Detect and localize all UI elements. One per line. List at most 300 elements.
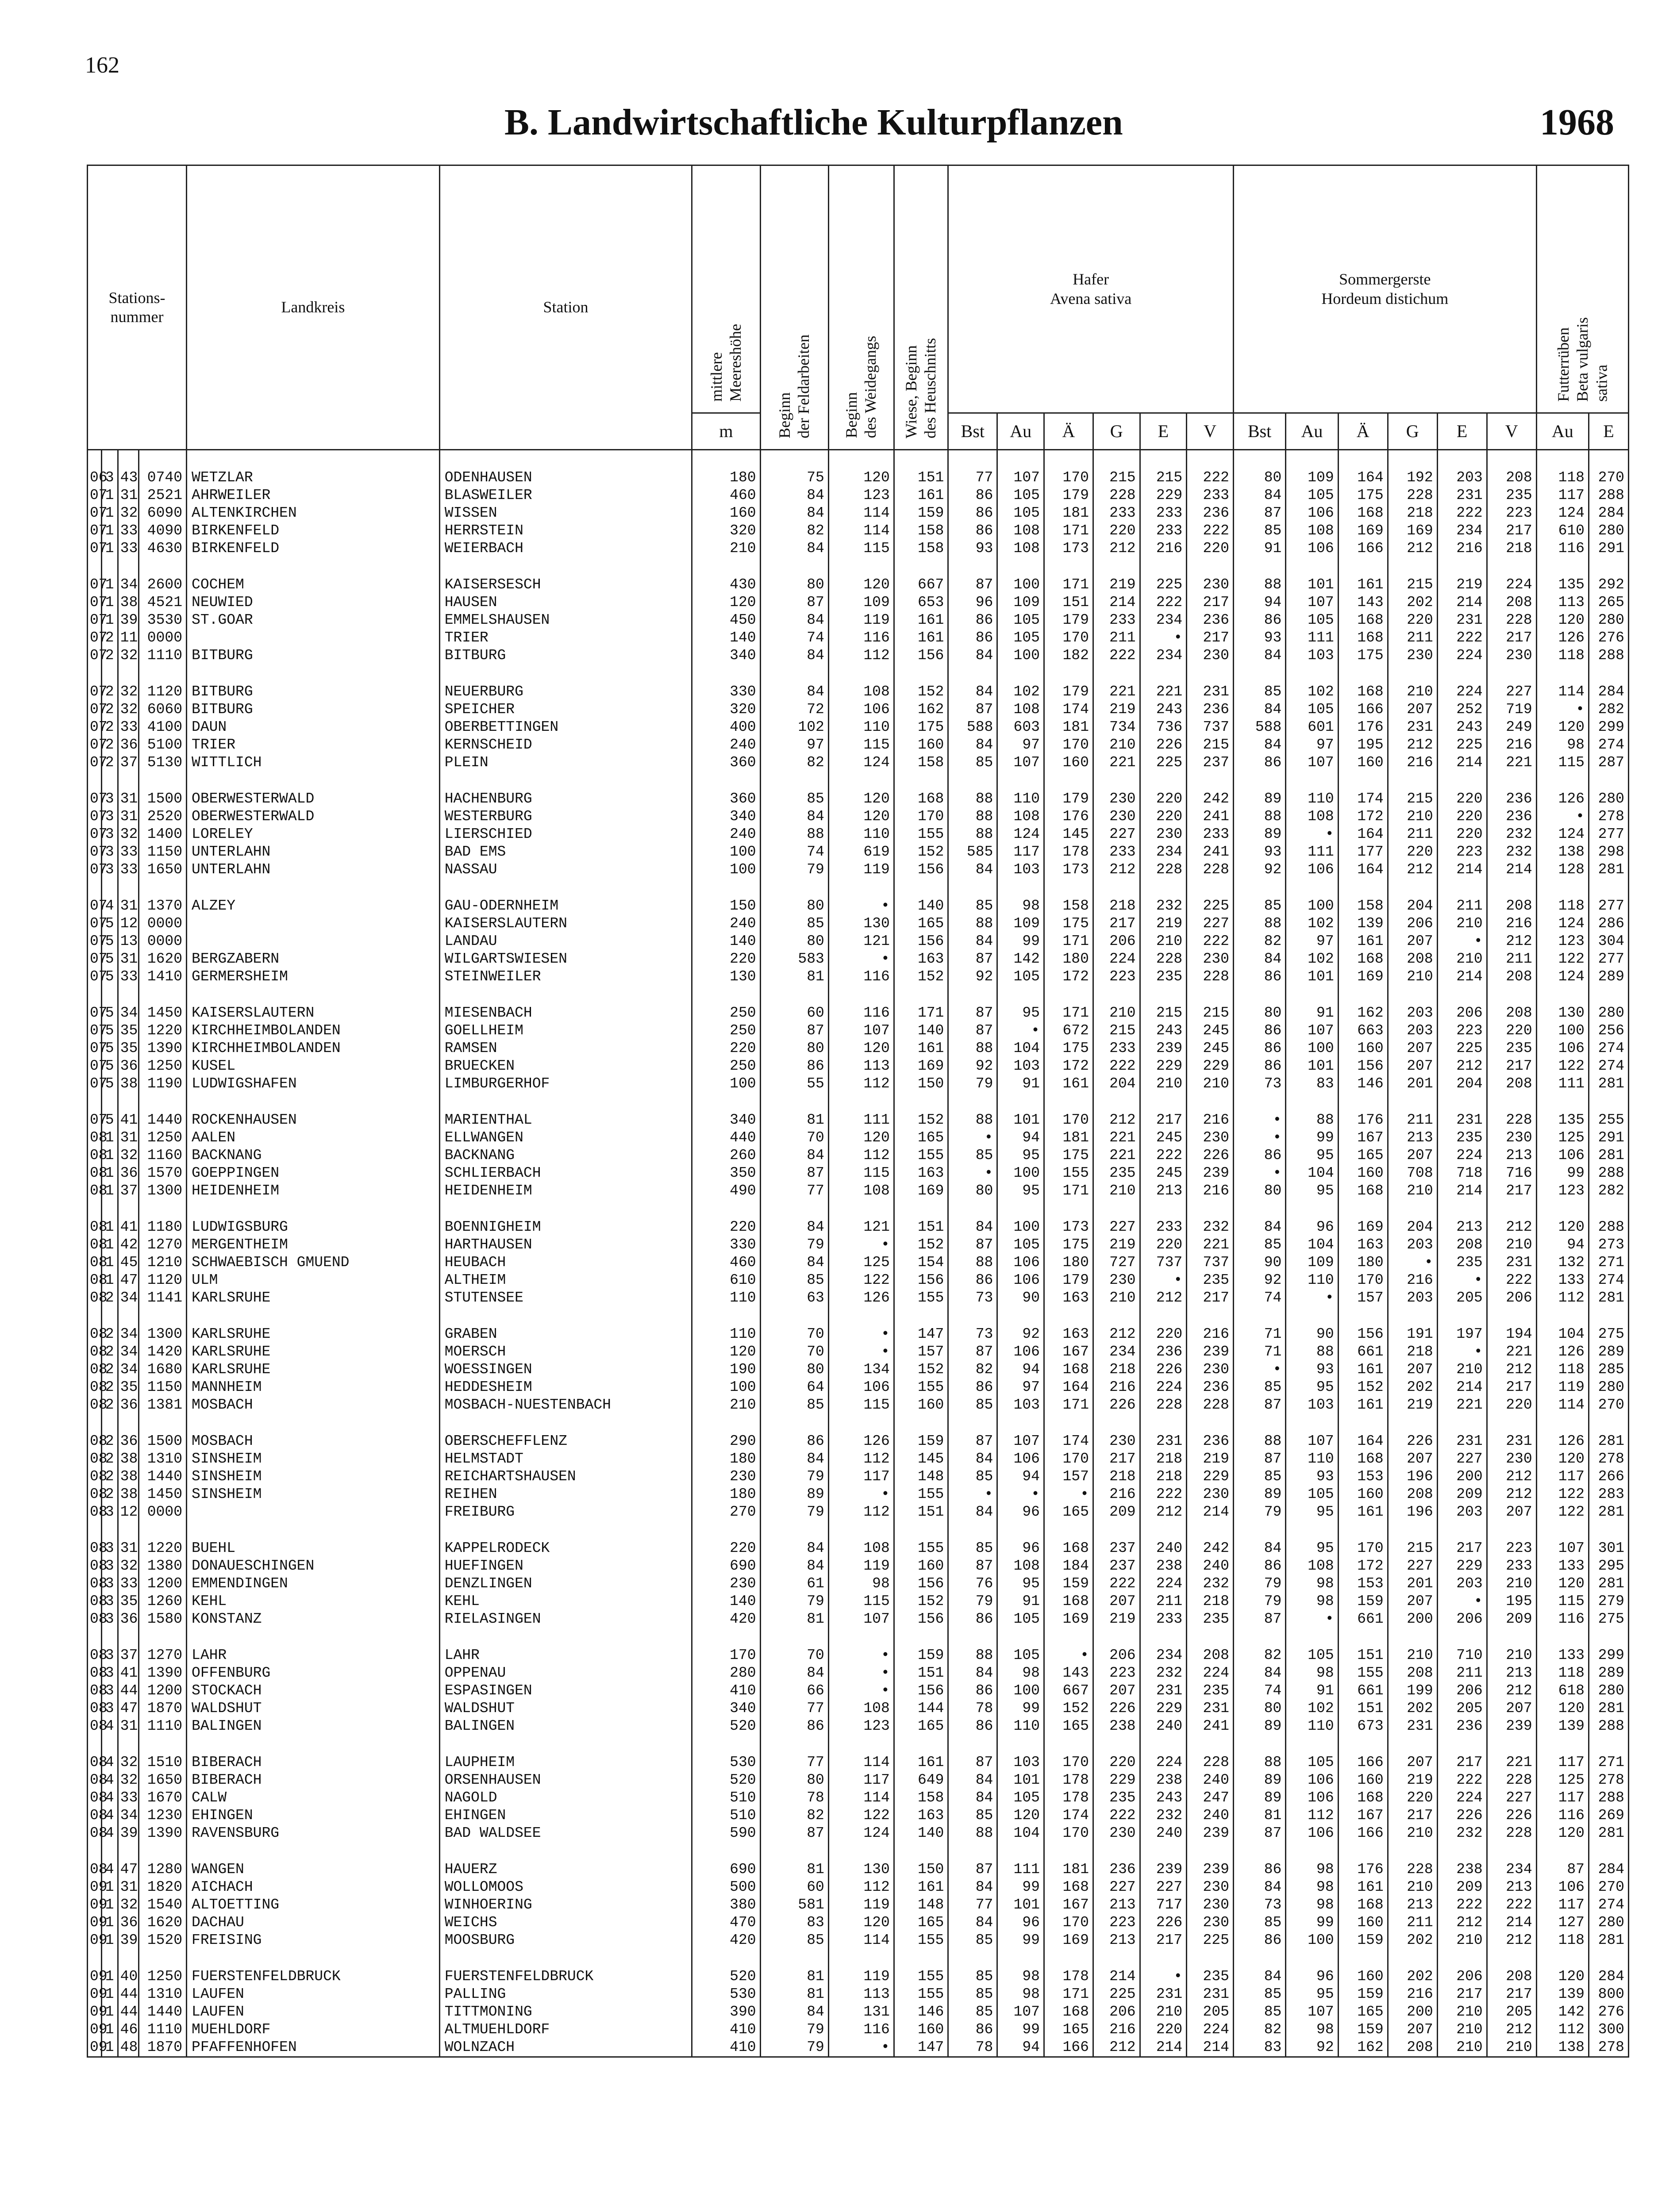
table-cell: 88 — [948, 790, 997, 808]
table-cell: 2 — [101, 754, 118, 772]
table-cell: 125 — [1536, 1129, 1589, 1147]
table-cell: 87 — [1233, 1450, 1285, 1468]
table-cell: 212 — [1140, 1503, 1187, 1521]
table-cell: 3 — [101, 1700, 118, 1717]
table-cell: 360 — [692, 790, 760, 808]
table-cell: 1620 — [139, 950, 187, 968]
header-gerste-phase: Bst — [1233, 413, 1285, 450]
table-cell: 151 — [1044, 594, 1093, 611]
table-cell: 87 — [760, 594, 828, 611]
table-cell: 235 — [1187, 1682, 1234, 1700]
table-cell: 72 — [760, 701, 828, 718]
table-cell: 245 — [1187, 1040, 1234, 1057]
table-cell: 154 — [894, 1254, 948, 1271]
table-cell: 178 — [1044, 843, 1093, 861]
table-cell: 224 — [1140, 1575, 1187, 1593]
table-cell: 146 — [894, 2003, 948, 2021]
table-cell: 87 — [948, 1236, 997, 1254]
table-cell: 166 — [1338, 701, 1388, 718]
table-cell: 5100 — [139, 736, 187, 754]
table-cell: 217 — [1487, 629, 1536, 647]
table-cell: 216 — [1140, 540, 1187, 557]
table-cell: 120 — [828, 790, 894, 808]
table-cell: 105 — [1286, 701, 1338, 718]
table-cell: 08 — [88, 1147, 102, 1164]
table-cell: 81 — [760, 1610, 828, 1628]
table-cell: 08 — [88, 1664, 102, 1682]
table-cell: 84 — [760, 611, 828, 629]
table-cell: 1160 — [139, 1147, 187, 1164]
table-body — [88, 450, 1629, 2057]
table-cell: 08 — [88, 1700, 102, 1717]
table-cell: 105 — [997, 1789, 1044, 1807]
table-cell: 290 — [692, 1432, 760, 1450]
table-cell: 168 — [1044, 1593, 1093, 1610]
table-cell: 588 — [1233, 718, 1285, 736]
table-cell: 07 — [88, 808, 102, 826]
table-cell: 280 — [1589, 522, 1628, 540]
table-cell: • — [948, 1129, 997, 1147]
table-cell: 588 — [948, 718, 997, 736]
header-rueben-phase: E — [1589, 413, 1628, 450]
table-cell: 200 — [1388, 1610, 1437, 1628]
table-cell: 124 — [828, 754, 894, 772]
table-cell: 211 — [1437, 897, 1487, 915]
table-cell: 85 — [1233, 683, 1285, 701]
table-cell — [187, 1503, 440, 1521]
table-cell: 101 — [997, 1896, 1044, 1914]
table-cell: 1440 — [139, 1111, 187, 1129]
table-cell: 360 — [692, 754, 760, 772]
table-cell: 235 — [1187, 1968, 1234, 1985]
table-cell: 177 — [1338, 843, 1388, 861]
table-row — [88, 1468, 1629, 1486]
table-cell: 4 — [101, 1807, 118, 1824]
table-cell: 107 — [1286, 594, 1338, 611]
table-cell: 180 — [692, 469, 760, 487]
table-cell: 103 — [1286, 1396, 1338, 1414]
table-cell: • — [1233, 1129, 1285, 1147]
table-cell: 221 — [1187, 1236, 1234, 1254]
table-cell: 156 — [894, 861, 948, 879]
table-cell: 86 — [1233, 1861, 1285, 1878]
header-gerste-phase: Ä — [1338, 413, 1388, 450]
table-cell: 151 — [894, 1503, 948, 1521]
table-cell: 105 — [997, 487, 1044, 504]
table-cell: 87 — [1536, 1861, 1589, 1878]
table-cell: 717 — [1140, 1896, 1187, 1914]
table-cell: 180 — [1044, 950, 1093, 968]
table-cell: 157 — [894, 1343, 948, 1361]
table-cell: 79 — [760, 861, 828, 879]
table-cell: WEIERBACH — [439, 540, 692, 557]
table-cell: 252 — [1437, 701, 1487, 718]
table-cell: 83 — [1286, 1075, 1338, 1093]
table-cell: 220 — [692, 1040, 760, 1057]
table-cell: 295 — [1589, 1557, 1628, 1575]
table-cell: 100 — [997, 1218, 1044, 1236]
table-cell: 106 — [1536, 1878, 1589, 1896]
table-cell: 590 — [692, 1824, 760, 1842]
table-cell: • — [1437, 1343, 1487, 1361]
table-cell: 211 — [1487, 950, 1536, 968]
table-cell: HERRSTEIN — [439, 522, 692, 540]
table-cell: 118 — [1536, 469, 1589, 487]
table-cell: 106 — [997, 1271, 1044, 1289]
table-cell: 07 — [88, 915, 102, 933]
table-cell: 1390 — [139, 1040, 187, 1057]
table-cell: 146 — [1338, 1075, 1388, 1093]
table-cell: 176 — [1338, 1111, 1388, 1129]
table-cell: HELMSTADT — [439, 1450, 692, 1468]
table-cell: 120 — [828, 1914, 894, 1932]
table-cell: 55 — [760, 1075, 828, 1093]
table-cell: 79 — [1233, 1593, 1285, 1610]
table-cell: 160 — [894, 2021, 948, 2039]
table-cell: 229 — [1140, 1057, 1187, 1075]
table-cell: 170 — [1044, 629, 1093, 647]
table-row — [88, 1361, 1629, 1379]
table-cell: LORELEY — [187, 826, 440, 843]
table-cell: 98 — [1286, 1575, 1338, 1593]
table-cell: 213 — [1437, 1218, 1487, 1236]
table-cell: • — [828, 1647, 894, 1664]
table-cell: 167 — [1338, 1807, 1388, 1824]
table-cell: 107 — [1536, 1540, 1589, 1557]
table-cell: 274 — [1589, 1896, 1628, 1914]
table-cell: 450 — [692, 611, 760, 629]
table-cell: 284 — [1589, 504, 1628, 522]
table-cell: 124 — [1536, 504, 1589, 522]
table-row — [88, 701, 1629, 718]
table-cell: 2 — [101, 1379, 118, 1396]
table-cell: 102 — [1286, 950, 1338, 968]
table-cell: 165 — [1044, 1717, 1093, 1735]
table-cell: 240 — [1187, 1771, 1234, 1789]
table-cell: SINSHEIM — [187, 1486, 440, 1503]
table-cell: 152 — [894, 1236, 948, 1254]
table-cell: 207 — [1388, 701, 1437, 718]
table-cell: 161 — [894, 487, 948, 504]
table-cell: 44 — [118, 2003, 139, 2021]
table-cell: 13 — [118, 933, 139, 950]
table-cell: 99 — [997, 933, 1044, 950]
table-cell: WETZLAR — [187, 469, 440, 487]
table-cell: 84 — [760, 1540, 828, 1557]
table-cell: 236 — [1187, 1379, 1234, 1396]
table-cell: 320 — [692, 701, 760, 718]
table-cell: 225 — [1437, 736, 1487, 754]
table-cell: 207 — [1388, 1593, 1437, 1610]
table-cell: 214 — [1093, 594, 1140, 611]
table-cell: 238 — [1093, 1717, 1140, 1735]
table-cell: 85 — [948, 1985, 997, 2003]
table-cell: 219 — [1093, 701, 1140, 718]
table-cell: 224 — [1187, 2021, 1234, 2039]
table-cell: 91 — [1233, 540, 1285, 557]
table-cell: 155 — [894, 826, 948, 843]
table-cell: 31 — [118, 950, 139, 968]
table-cell: 126 — [1536, 1432, 1589, 1450]
table-cell: 219 — [1093, 1610, 1140, 1628]
table-cell: 85 — [948, 1540, 997, 1557]
table-cell: 37 — [118, 1182, 139, 1200]
table-cell: 661 — [1338, 1610, 1388, 1628]
table-cell: 212 — [1140, 1289, 1187, 1307]
table-cell: 1 — [101, 1129, 118, 1147]
table-cell: 08 — [88, 1289, 102, 1307]
table-cell: 84 — [948, 736, 997, 754]
table-cell: 152 — [894, 1111, 948, 1129]
table-cell: 77 — [948, 469, 997, 487]
table-cell: 84 — [760, 683, 828, 701]
table-cell: 101 — [997, 1111, 1044, 1129]
table-cell: 86 — [948, 2021, 997, 2039]
table-cell: • — [1437, 1593, 1487, 1610]
table-cell: 228 — [1140, 861, 1187, 879]
table-cell: UNTERLAHN — [187, 861, 440, 879]
table-cell: 107 — [997, 469, 1044, 487]
table-cell: LAUFEN — [187, 2003, 440, 2021]
table-row — [88, 1218, 1629, 1236]
table-row — [88, 1271, 1629, 1289]
group-spacer — [88, 1949, 1629, 1968]
table-cell: 181 — [1044, 718, 1093, 736]
table-cell: 80 — [760, 933, 828, 950]
table-cell: 274 — [1589, 736, 1628, 754]
table-cell: 234 — [1140, 611, 1187, 629]
table-cell: 1650 — [139, 861, 187, 879]
table-cell: 110 — [828, 826, 894, 843]
table-cell: 85 — [948, 1396, 997, 1414]
table-row — [88, 1789, 1629, 1807]
table-cell: 88 — [1233, 915, 1285, 933]
table-cell: 120 — [997, 1807, 1044, 1824]
table-row — [88, 718, 1629, 736]
table-cell: 225 — [1187, 1932, 1234, 1949]
table-cell: 1400 — [139, 826, 187, 843]
table-cell: 112 — [828, 1878, 894, 1896]
table-cell: 153 — [1338, 1468, 1388, 1486]
table-cell: 41 — [118, 1111, 139, 1129]
table-cell: 99 — [997, 1878, 1044, 1896]
table-cell: 95 — [997, 1004, 1044, 1022]
table-cell: 110 — [1286, 790, 1338, 808]
table-cell: 1280 — [139, 1861, 187, 1878]
table-cell: 2 — [101, 1343, 118, 1361]
table-cell: 87 — [948, 1557, 997, 1575]
table-cell: 80 — [1233, 469, 1285, 487]
table-cell: 220 — [1187, 540, 1234, 557]
table-cell: 219 — [1140, 915, 1187, 933]
table-cell: 179 — [1044, 1271, 1093, 1289]
table-cell: 223 — [1487, 504, 1536, 522]
table-cell: 08 — [88, 1254, 102, 1271]
table-cell: 1870 — [139, 2039, 187, 2057]
table-cell: 110 — [997, 1717, 1044, 1735]
table-cell: 239 — [1187, 1861, 1234, 1878]
table-cell: 274 — [1589, 1271, 1628, 1289]
table-cell: 168 — [1338, 1182, 1388, 1200]
table-cell: 3 — [101, 861, 118, 879]
header-hoehe: mittlere Meereshöhe — [692, 165, 760, 413]
table-cell: 151 — [894, 1664, 948, 1682]
table-cell: 214 — [1437, 1379, 1487, 1396]
table-cell: 116 — [1536, 1610, 1589, 1628]
table-cell: RAVENSBURG — [187, 1824, 440, 1842]
table-cell: 217 — [1487, 1985, 1536, 2003]
table-cell: 80 — [760, 1361, 828, 1379]
table-cell: HEUBACH — [439, 1254, 692, 1271]
table-row — [88, 1682, 1629, 1700]
table-cell: 239 — [1487, 1717, 1536, 1735]
table-cell: 119 — [828, 611, 894, 629]
table-cell: 281 — [1589, 1700, 1628, 1717]
table-cell: 86 — [760, 1717, 828, 1735]
table-cell: LAUPHEIM — [439, 1754, 692, 1771]
table-cell: 229 — [1187, 1468, 1234, 1486]
table-cell: 219 — [1388, 1771, 1437, 1789]
table-cell: 240 — [692, 915, 760, 933]
table-cell: 2 — [101, 1486, 118, 1503]
table-cell: 205 — [1187, 2003, 1234, 2021]
table-cell: 99 — [1286, 1129, 1338, 1147]
table-row — [88, 504, 1629, 522]
table-cell: 410 — [692, 2039, 760, 2057]
table-cell: 281 — [1589, 1289, 1628, 1307]
table-cell: 60 — [760, 1004, 828, 1022]
table-cell: 08 — [88, 1396, 102, 1414]
table-cell: 95 — [1286, 1985, 1338, 2003]
table-cell: 1570 — [139, 1164, 187, 1182]
table-cell: 82 — [1233, 1647, 1285, 1664]
table-cell: 172 — [1044, 1057, 1093, 1075]
table-cell: 118 — [1536, 1664, 1589, 1682]
table-cell: 277 — [1589, 826, 1628, 843]
table-cell: 583 — [760, 950, 828, 968]
table-cell: 159 — [1338, 1932, 1388, 1949]
table-cell: 06 — [88, 469, 102, 487]
table-cell: 161 — [894, 1754, 948, 1771]
group-spacer — [88, 1735, 1629, 1754]
table-cell: • — [828, 1325, 894, 1343]
table-cell: 122 — [1536, 950, 1589, 968]
table-row — [88, 1147, 1629, 1164]
table-cell: 3 — [101, 843, 118, 861]
table-cell: WANGEN — [187, 1861, 440, 1878]
table-cell: 86 — [1233, 968, 1285, 986]
table-cell: 212 — [1487, 1932, 1536, 1949]
table-cell: • — [1286, 826, 1338, 843]
table-cell: 70 — [760, 1325, 828, 1343]
table-cell: 203 — [1388, 1004, 1437, 1022]
table-cell: • — [828, 1236, 894, 1254]
table-cell: 1210 — [139, 1254, 187, 1271]
table-cell: 153 — [1338, 1575, 1388, 1593]
table-cell: 163 — [1338, 1236, 1388, 1254]
table-cell: 4 — [101, 1861, 118, 1878]
table-cell: 330 — [692, 1236, 760, 1254]
table-cell: 172 — [1044, 968, 1093, 986]
table-cell: 116 — [1536, 540, 1589, 557]
table-row — [88, 1004, 1629, 1022]
table-cell: 0000 — [139, 915, 187, 933]
table-cell: 40 — [118, 1968, 139, 1985]
table-cell: 31 — [118, 1540, 139, 1557]
table-cell: 239 — [1140, 1861, 1187, 1878]
table-cell: 84 — [760, 504, 828, 522]
table-cell: 84 — [760, 808, 828, 826]
table-cell: 288 — [1589, 1164, 1628, 1182]
table-cell: 212 — [1388, 736, 1437, 754]
table-cell: 94 — [997, 2039, 1044, 2057]
table-cell: 111 — [1286, 843, 1338, 861]
table-cell: 88 — [948, 1254, 997, 1271]
table-cell: 212 — [1437, 1057, 1487, 1075]
table-cell: 34 — [118, 1361, 139, 1379]
table-cell: 282 — [1589, 1182, 1628, 1200]
table-cell: 31 — [118, 897, 139, 915]
table-cell: 74 — [760, 629, 828, 647]
table-cell: 161 — [1338, 1503, 1388, 1521]
table-cell: 5 — [101, 1040, 118, 1057]
table-cell: 78 — [948, 1700, 997, 1717]
table-cell: 278 — [1589, 1771, 1628, 1789]
table-cell: • — [1536, 701, 1589, 718]
table-cell: 86 — [1233, 1057, 1285, 1075]
table-cell: 200 — [1437, 1468, 1487, 1486]
table-cell: NAGOLD — [439, 1789, 692, 1807]
table-cell: 87 — [948, 1754, 997, 1771]
table-cell: 220 — [1093, 522, 1140, 540]
table-cell: 160 — [894, 1396, 948, 1414]
table-cell: WALDSHUT — [439, 1700, 692, 1717]
table-cell: 92 — [948, 968, 997, 986]
table-cell: 229 — [1187, 1057, 1234, 1075]
table-cell: 214 — [1437, 968, 1487, 986]
table-cell: 09 — [88, 1878, 102, 1896]
table-cell: 212 — [1388, 861, 1437, 879]
table-cell: 87 — [1233, 1396, 1285, 1414]
table-cell: 4 — [101, 1754, 118, 1771]
table-cell: 210 — [1388, 968, 1437, 986]
table-cell: PFAFFENHOFEN — [187, 2039, 440, 2057]
table-cell: 221 — [1093, 1129, 1140, 1147]
table-cell: 155 — [1044, 1164, 1093, 1182]
table-cell: 48 — [118, 2039, 139, 2057]
table-cell: 210 — [1093, 1289, 1140, 1307]
table-cell: 117 — [1536, 1789, 1589, 1807]
table-cell: 156 — [894, 933, 948, 950]
table-cell: 350 — [692, 1164, 760, 1182]
table-cell: BITBURG — [187, 647, 440, 664]
table-cell: 220 — [1487, 1022, 1536, 1040]
table-cell: 164 — [1338, 1432, 1388, 1450]
table-cell: 86 — [948, 1379, 997, 1396]
table-row — [88, 1396, 1629, 1414]
table-cell: 08 — [88, 1503, 102, 1521]
table-cell: 88 — [1286, 1343, 1338, 1361]
table-cell: 221 — [1487, 1754, 1536, 1771]
header-landkreis: Landkreis — [187, 165, 440, 450]
table-cell: 160 — [1338, 1040, 1388, 1057]
table-cell: SCHWAEBISCH GMUEND — [187, 1254, 440, 1271]
table-cell: OBERBETTINGEN — [439, 718, 692, 736]
table-cell: 174 — [1338, 790, 1388, 808]
table-cell: 169 — [894, 1182, 948, 1200]
table-cell: 150 — [894, 1861, 948, 1878]
table-cell: 1120 — [139, 1271, 187, 1289]
